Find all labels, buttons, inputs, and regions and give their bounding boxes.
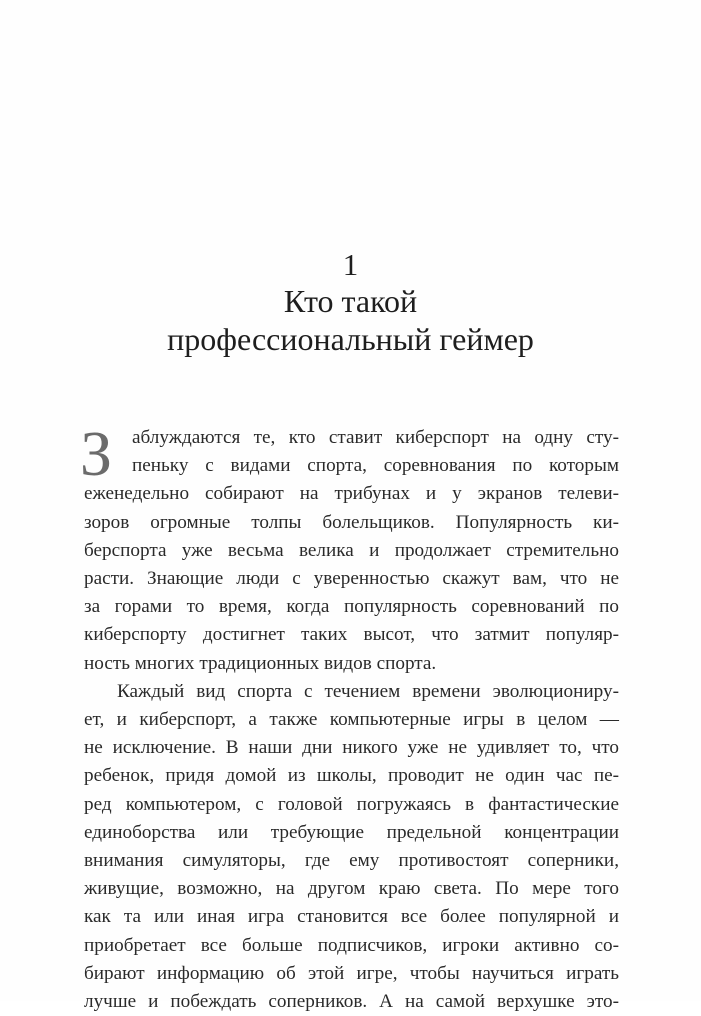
text-line: аблуждаются те, кто ставит киберспорт на одну сту- — [132, 427, 619, 448]
drop-cap: З — [80, 418, 113, 489]
text-line: Каждый вид спорта с течением времени эволюциониру- — [117, 680, 619, 702]
text-line: зоров огромные толпы болельщиков. Популярность ки- — [84, 511, 619, 533]
text-line: за горами то время, когда популярность соревнований по — [84, 596, 619, 618]
text-line: пеньку с видами спорта, соревнования по которым — [132, 455, 619, 477]
text-line: лучше и побеждать соперников. А на самой верхушке это- — [84, 991, 619, 1013]
text-line: не исключение. В наши дни никого уже не удивляет то, что — [84, 737, 619, 759]
text-line: ред компьютером, с головой погружаясь в фантастические — [84, 793, 619, 815]
text-line: единоборства или требующие предельной концентрации — [84, 821, 619, 843]
text-line: бирают информацию об этой игре, чтобы научиться играть — [84, 962, 619, 984]
text-line: приобретает все больше подписчиков, игроки активно со- — [84, 934, 619, 956]
paragraph-1 — [80, 418, 619, 678]
text-line: ность многих традиционных видов спорта. — [84, 652, 437, 674]
text-line: как та или иная игра становится все более популярной и — [84, 906, 619, 928]
paragraph-2 — [84, 678, 619, 1016]
chapter-title-line-1: Кто такой — [283, 283, 418, 319]
text-line: ребенок, придя домой из школы, проводит не один час пе- — [84, 765, 619, 787]
text-line: ет, и киберспорт, а также компьютерные игры в целом — — [84, 709, 619, 731]
text-line: расти. Знающие люди с уверенностью скажут вам, что не — [84, 568, 619, 590]
text-line: еженедельно собирают на трибунах и у экранов телеви- — [84, 483, 619, 505]
chapter-title-line-2: профессиональный геймер — [167, 321, 534, 357]
text-line: берспорта уже весьма велика и продолжает стремительно — [84, 539, 619, 561]
text-line: внимания симуляторы, где ему противостоят соперники, — [84, 850, 619, 872]
text-line: живущие, возможно, на другом краю света. По мере того — [84, 878, 619, 900]
body-text — [80, 418, 619, 1016]
text-line: киберспорту достигнет таких высот, что затмит популяр- — [84, 624, 619, 646]
chapter-number: 1 — [342, 247, 359, 282]
chapter-heading — [0, 248, 701, 358]
